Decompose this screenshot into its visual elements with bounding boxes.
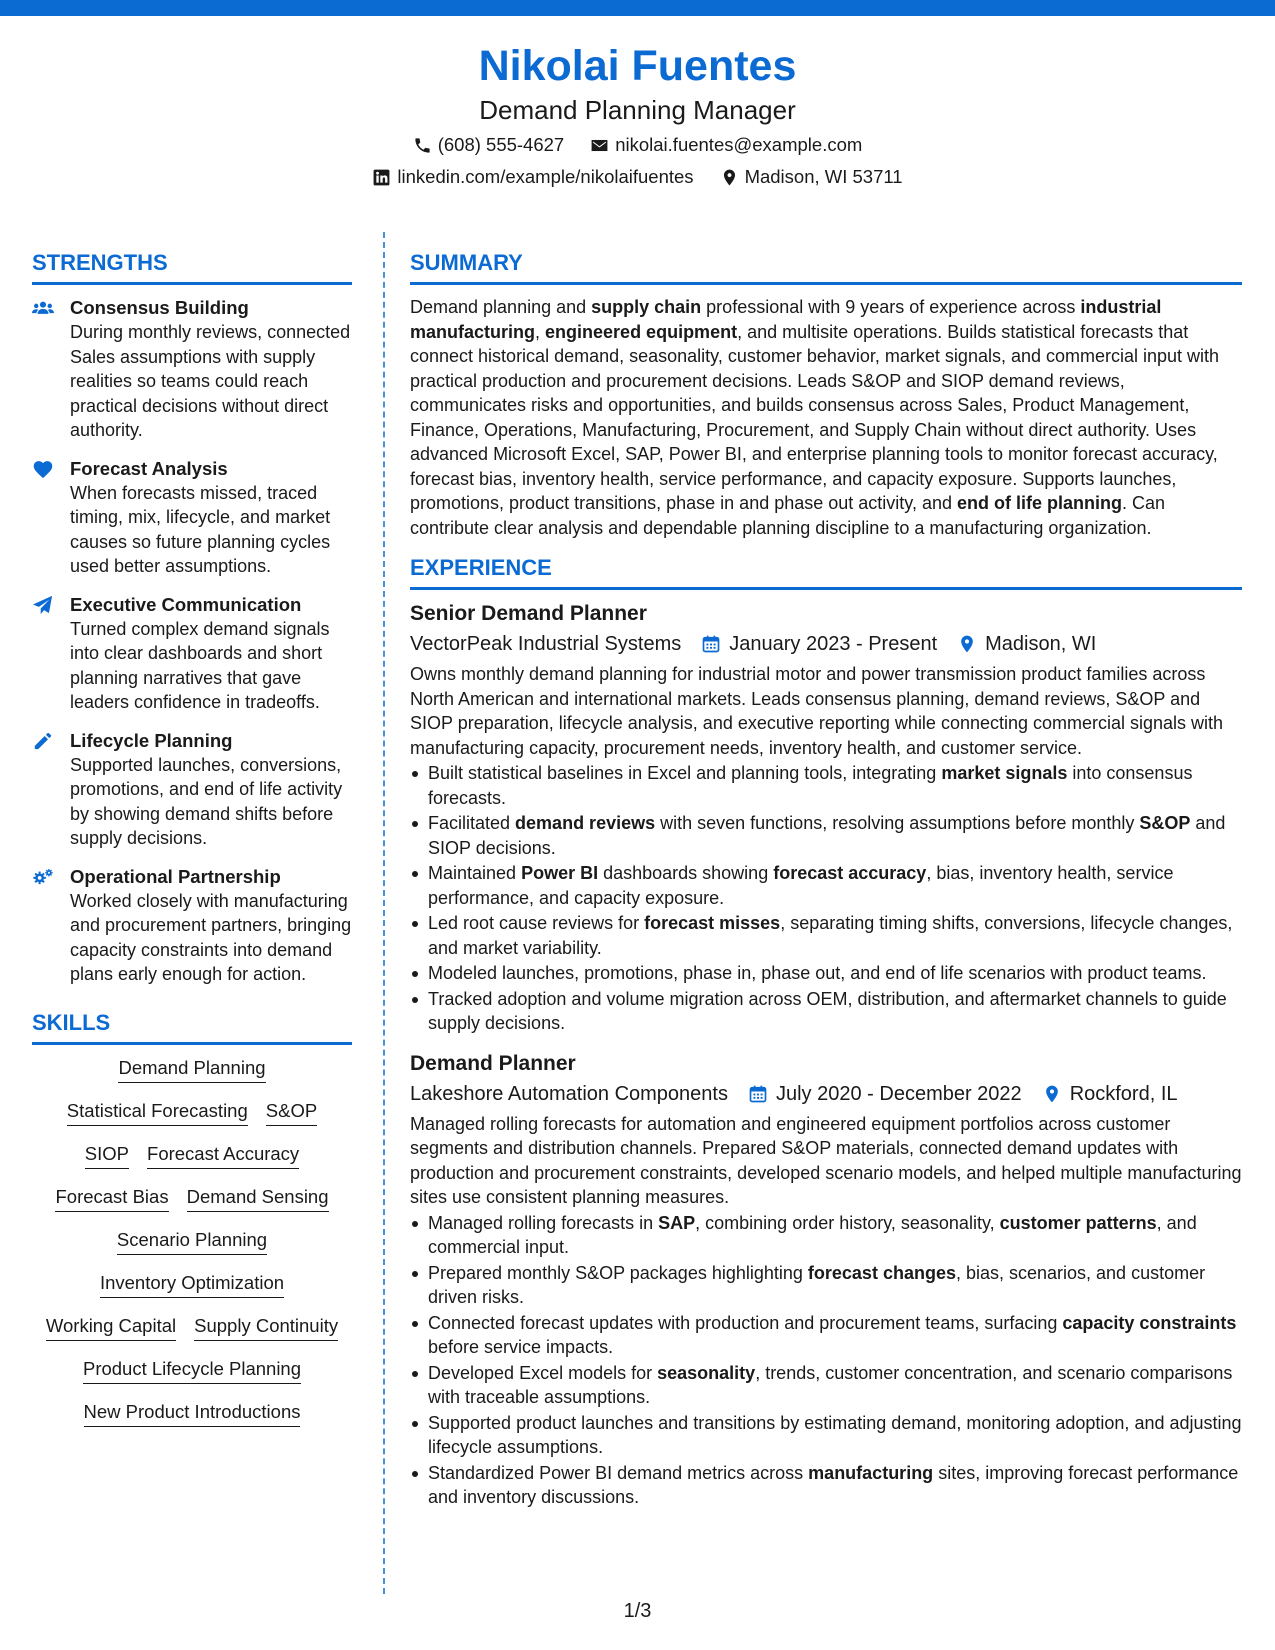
text-segment: , combining order history, seasonality, [695,1212,1000,1233]
skill-row [32,1313,352,1341]
job-location [1042,1078,1178,1110]
skill-tag: Supply Continuity [194,1313,338,1341]
text-segment: sites, improving forecast performance and inventory discussions. [428,1462,1239,1507]
job-dates [701,628,937,660]
bullet-item [410,911,1242,960]
experience-list [410,600,1242,1510]
location-text: Madison, WI 53711 [744,166,903,187]
skill-row [32,1270,352,1298]
map-pin-icon [1042,1084,1062,1104]
page-number: 1/3 [623,1600,652,1622]
linkedin-icon [372,168,391,187]
text-segment: , [535,321,546,342]
text-segment: , and commercial input. [428,1212,1197,1257]
skill-row [32,1399,352,1427]
bullet-item [410,1361,1242,1410]
skill-row [32,1098,352,1126]
bold-text: end of life planning [957,493,1122,513]
contact-row-2 [0,162,1275,192]
bold-text: market signals [941,763,1068,783]
skills-heading: SKILLS [32,1007,352,1045]
bold-text: forecast accuracy [773,863,927,883]
bullet-item [410,1411,1242,1460]
job-entry [410,1050,1242,1510]
text-segment: Connected forecast updates with production and procurement teams, surfacing [428,1312,1063,1333]
text-segment: Standardized Power BI demand metrics across [428,1462,809,1483]
phone-icon [413,136,432,155]
text-segment: Modeled launches, promotions, phase in, phase out, and end of life scenarios with product teams. [428,963,1207,983]
strength-item [32,295,352,443]
bold-text: demand reviews [515,813,656,833]
text-segment: Built statistical baselines in Excel and planning tools, integrating [428,763,942,783]
strength-title: Operational Partnership [70,865,281,887]
linkedin-contact[interactable] [372,162,693,192]
skill-tag: S&OP [266,1098,317,1126]
phone-contact [413,130,565,160]
strength-item [32,592,352,715]
job-location-text: Madison, WI [985,633,1097,655]
candidate-name: Nikolai Fuentes [478,42,797,90]
bold-text: engineered equipment [545,321,738,342]
strength-item [32,864,352,987]
skill-row [32,1141,352,1169]
job-description: Owns monthly demand planning for industrial motor and power transmission product families across North American and international markets. Leads consensus planning, demand reviews, S&OP and SIOP preparation, lifecycle analysis, and executive reporting while connecting commercial signals with manufacturing capacity, procurement needs, inventory health, and customer service. [410,664,1224,758]
company-name: VectorPeak Industrial Systems [410,633,682,655]
job-dates-text: July 2020 - December 2022 [775,1082,1022,1105]
job-meta [410,1078,1242,1110]
text-segment: , trends, customer concentration, and scenario comparisons with traceable assumptions. [428,1362,1233,1407]
summary-heading: SUMMARY [410,247,1242,285]
bold-text: supply chain [591,297,702,317]
job-description: Managed rolling forecasts for automation and engineered equipment portfolios across customer segments and distribution channels. Prepared S&OP materials, connected demand updates with production and procurement constraints, developed scenario models, and helped multiple manufacturing sites use consistent planning measures. [410,1113,1242,1207]
email-text[interactable]: nikolai.fuentes@example.com [615,134,863,155]
pencil-icon [32,728,56,851]
skill-tag: Product Lifecycle Planning [83,1356,301,1384]
bold-text: manufacturing [808,1462,934,1483]
gears-icon [32,867,54,887]
text-segment: and SIOP decisions. [428,813,1226,858]
skill-tag: Demand Sensing [187,1184,329,1212]
gears-icon [32,864,56,987]
column-divider [383,232,385,1594]
bullet-item [410,987,1242,1036]
job-entry [410,600,1242,1036]
skill-row [32,1184,352,1212]
strength-item [32,728,352,851]
job-title: Demand Planner [410,1051,576,1075]
bullet-item [410,761,1242,810]
text-segment: before service impacts. [428,1337,614,1357]
job-location-text: Rockford, IL [1069,1082,1178,1105]
skill-tag: Working Capital [46,1313,176,1341]
text-segment: Tracked adoption and volume migration across OEM, distribution, and aftermarket channels to guide supply decisions. [428,988,1227,1033]
strengths-heading: STRENGTHS [32,247,352,285]
text-segment: . Can contribute clear analysis and dependable planning discipline to a manufacturing organization. [410,493,1166,538]
strength-title: Lifecycle Planning [70,729,233,751]
email-contact[interactable] [590,130,862,160]
text-segment: Facilitated [428,813,516,833]
text-segment: , and multisite operations. Builds statistical forecasts that connect historical demand, seasonality, customer behavior, market signals, and commercial input with practical production and procurement decisions. Leads S&OP and SIOP demand reviews, communicates risks and opportunities, and builds consensus across Sales, Product Management, Finance, Operations, Manufacturing, Procurement, and Supply Chain without direct authority. Uses advanced Microsoft Excel, SAP, Power BI, and enterprise planning tools to monitor forecast accuracy, forecast bias, inventory health, service performance, and capacity exposure. Supports launches, promotions, product transitions, phase in and phase out activity, and [410,321,1220,513]
bold-text: customer patterns [999,1212,1157,1233]
strength-title: Consensus Building [70,297,249,318]
bold-text: seasonality [657,1362,756,1383]
strength-body [70,728,352,851]
job-bullets [410,761,1242,1036]
resume-header [0,40,1275,192]
company-name: Lakeshore Automation Components [410,1082,728,1105]
text-segment: into consensus forecasts. [428,763,1193,808]
strength-title: Forecast Analysis [70,457,228,479]
skill-tag: SIOP [85,1141,129,1169]
skills-list [32,1055,352,1427]
strength-body [70,295,352,443]
text-segment: Maintained [428,863,522,883]
skill-row [32,1356,352,1384]
envelope-icon [590,136,609,155]
skill-tag: Forecast Accuracy [147,1141,299,1169]
heart-icon [32,459,54,479]
strength-body [70,456,352,579]
job-dates [748,1078,1022,1110]
left-column [32,247,352,1442]
text-segment: , bias, inventory health, service performance, and capacity exposure. [428,863,1174,908]
calendar-icon [701,634,721,654]
bold-text: SAP [658,1212,696,1233]
strength-description: During monthly reviews, connected Sales assumptions with supply realities so teams could reach practical decisions without direct authority. [70,322,351,440]
pencil-icon [32,731,54,751]
location-contact [720,162,903,192]
strength-description: Supported launches, conversions, promotions, and end of life activity by showing demand shifts before supply decisions. [70,754,343,848]
strength-description: When forecasts missed, traced timing, mix, lifecycle, and market causes so future planning cycles used better assumptions. [70,482,331,576]
experience-heading: EXPERIENCE [410,552,1242,590]
strength-title: Executive Communication [70,593,302,615]
skill-tag: New Product Introductions [84,1399,301,1427]
bold-text: industrial manufacturing [410,297,1162,342]
skill-tag: Forecast Bias [55,1184,168,1212]
text-segment: Led root cause reviews for [428,913,645,933]
bullet-item [410,961,1242,986]
bullet-item [410,1211,1242,1260]
linkedin-text[interactable]: linkedin.com/example/nikolaifuentes [397,166,694,187]
bullet-item [410,811,1242,860]
map-pin-icon [720,168,739,187]
bullet-item [410,861,1242,910]
bold-text: forecast misses [644,913,781,933]
text-segment: Prepared monthly S&OP packages highlighting [428,1262,808,1283]
text-segment: Managed rolling forecasts in [428,1212,659,1233]
skill-tag: Demand Planning [118,1055,265,1083]
job-location [957,628,1096,660]
strength-body [70,592,352,715]
bold-text: capacity constraints [1062,1312,1237,1333]
job-title: Senior Demand Planner [410,602,647,625]
strengths-list [32,295,352,987]
text-segment: , bias, scenarios, and customer driven risks. [428,1262,1206,1307]
contact-row-1 [0,130,1275,160]
bullet-item [410,1311,1242,1360]
strength-description: Turned complex demand signals into clear dashboards and short planning narratives that gave leaders confidence in tradeoffs. [70,618,330,712]
phone-text: (608) 555-4627 [437,134,565,155]
skill-row [32,1227,352,1255]
strength-description: Worked closely with manufacturing and procurement partners, bringing capacity constraints into demand plans early enough for action. [70,890,352,984]
text-segment: with seven functions, resolving assumptions before monthly [655,813,1140,833]
bold-text: S&OP [1139,813,1191,833]
skill-tag: Inventory Optimization [100,1270,284,1298]
text-segment: Demand planning and [410,297,592,317]
top-accent-bar [0,0,1275,16]
skill-row [32,1055,352,1083]
paper-plane-icon [32,592,56,715]
map-pin-icon [957,634,977,654]
skill-tag: Statistical Forecasting [67,1098,248,1126]
users-icon [32,295,56,443]
strength-body [70,864,352,987]
right-column [410,247,1242,1524]
paper-plane-icon [32,595,54,615]
calendar-icon [748,1084,768,1104]
bold-text: Power BI [521,863,599,883]
text-segment: , separating timing shifts, conversions, lifecycle changes, and market variability. [428,913,1233,958]
summary-text [410,295,1242,540]
text-segment: Supported product launches and transitions by estimating demand, monitoring adoption, and adjusting lifecycle assumptions. [428,1412,1242,1457]
strength-item [32,456,352,579]
text-segment: Developed Excel models for [428,1362,658,1383]
skill-tag: Scenario Planning [117,1227,267,1255]
bullet-item [410,1461,1242,1510]
users-icon [32,298,54,318]
job-bullets [410,1211,1242,1510]
bold-text: forecast changes [807,1262,956,1283]
job-dates-text: January 2023 - Present [729,633,938,655]
text-segment: professional with 9 years of experience across [701,297,1081,317]
job-meta [410,628,1242,660]
candidate-title: Demand Planning Manager [479,95,796,125]
heart-icon [32,456,56,579]
text-segment: dashboards showing [598,863,774,883]
bullet-item [410,1261,1242,1310]
